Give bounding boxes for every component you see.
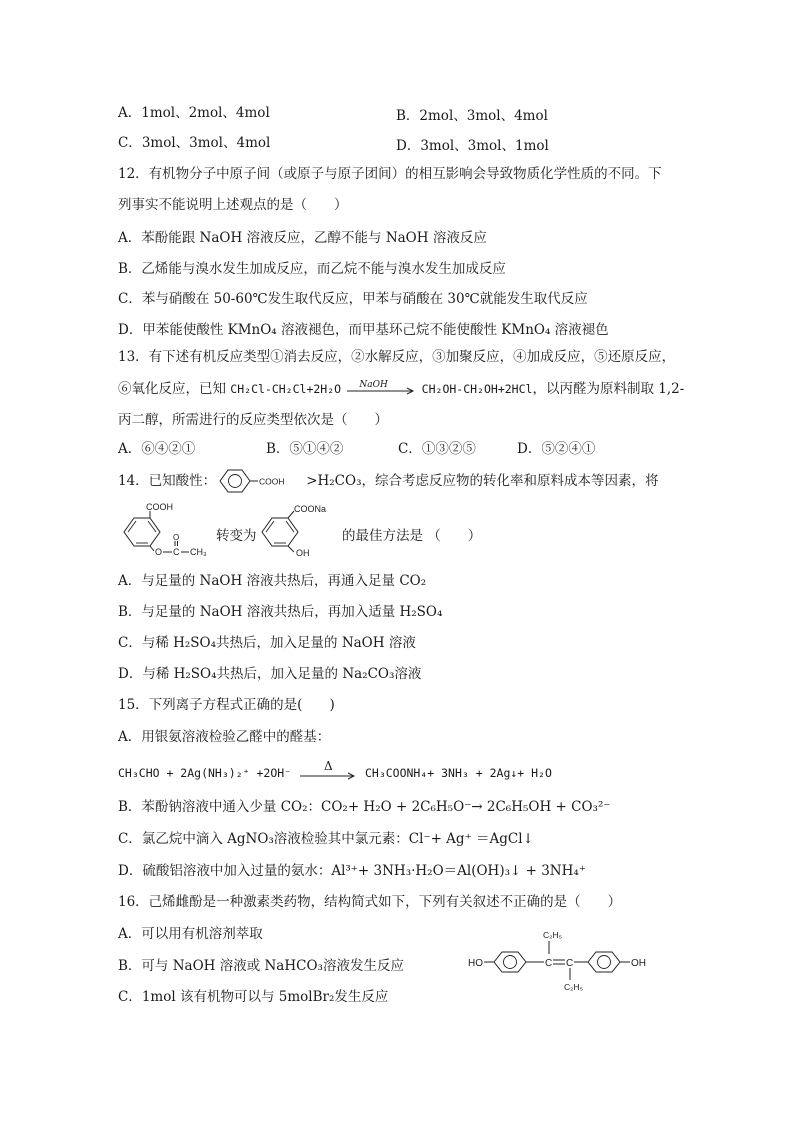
des-oh-label: OH <box>631 958 646 969</box>
q12-option-d: D．甲苯能使酸性 KMnO₄ 溶液褪色，而甲基环己烷不能使酸性 KMnO₄ 溶液褪色 <box>118 322 609 338</box>
q12-option-c: C．苯与硝酸在 50-60℃发生取代反应，甲苯与硝酸在 30℃就能发生取代反应 <box>118 291 588 307</box>
salicylate-oh-label: OH <box>296 548 310 558</box>
q15-option-a: A．用银氨溶液检验乙醛中的醛基： <box>118 729 331 745</box>
q14-option-a: A．与足量的 NaOH 溶液共热后，再通入足量 CO₂ <box>118 573 427 589</box>
q13-option-d: D．⑤②④① <box>517 441 596 457</box>
q11-option-a: A．1mol、2mol、4mol <box>118 105 270 121</box>
aspirin-carbonyl-o-label: O <box>173 533 180 542</box>
q15-a-arrow <box>298 758 358 781</box>
q13-stem-line2 <box>118 380 684 398</box>
des-c1-label: C <box>545 958 553 969</box>
q16-stem: 16．己烯雌酚是一种激素类药物，结构简式如下，下列有关叙述不正确的是（ ） <box>118 894 622 910</box>
q14-convert-text: 转变为 <box>216 528 257 544</box>
q16-option-b: B．可与 NaOH 溶液或 NaHCO₃溶液发生反应 <box>118 958 404 974</box>
q12-stem-line2: 列事实不能说明上述观点的是（ ） <box>118 197 348 213</box>
des-c2-label: C <box>566 958 574 969</box>
q13-option-a: A．⑥④②① <box>118 441 196 457</box>
q15-a-eq-right: CH₃COONH₄+ 3NH₃ + 2Ag↓+ H₂O <box>364 766 552 780</box>
q11-option-d: D．3mol、3mol、1mol <box>396 138 549 154</box>
diethylstilbestrol-structure <box>464 928 664 998</box>
q14-option-c: C．与稀 H₂SO₄共热后，加入足量的 NaOH 溶液 <box>118 635 416 651</box>
aspirin-o-label: O <box>155 547 163 557</box>
des-ho-label: HO <box>468 958 483 969</box>
q15-option-b: B．苯酚钠溶液中通入少量 CO₂：CO₂+ H₂O + 2C₆H₅O⁻→ 2C₆H₅OH + CO₃²⁻ <box>118 799 611 815</box>
q13-stem-line3: 丙二醇，所需进行的反应类型依次是（ ） <box>118 412 388 428</box>
q14-option-b: B．与足量的 NaOH 溶液共热后，再加入适量 H₂SO₄ <box>118 604 443 620</box>
q13-option-b: B．⑤①④② <box>266 441 344 457</box>
q12-option-b: B．乙烯能与溴水发生加成反应，而乙烷不能与溴水发生加成反应 <box>118 261 506 277</box>
q15-option-a-equation <box>118 758 552 782</box>
q15-a-eq-left: CH₃CHO + 2Ag(NH₃)₂⁺ +2OH⁻ <box>118 766 292 780</box>
salicylate-coona-label: COONa <box>294 504 327 514</box>
q16-option-c: C．1mol 该有机物可以与 5molBr₂发生反应 <box>118 989 389 1005</box>
aspirin-structure <box>118 502 228 558</box>
q13-product: CH₂OH-CH₂OH+2HCl <box>421 382 533 396</box>
q15-a-delta: Δ <box>324 758 333 773</box>
q14-stem-text-b: >H₂CO₃，综合考虑反应物的转化率和原料成本等因素，将 <box>306 473 659 489</box>
q13-arrow-label: NaOH <box>359 379 388 390</box>
q13-option-c: C．①③②⑤ <box>398 441 476 457</box>
q15-option-c: C．氯乙烷中滴入 AgNO₃溶液检验其中氯元素：Cl⁻+ Ag⁺ ＝AgCl↓ <box>118 831 534 847</box>
aspirin-ch3-label: CH₃ <box>190 547 207 557</box>
q12-option-a: A．苯酚能跟 NaOH 溶液反应，乙醇不能与 NaOH 溶液反应 <box>118 230 487 246</box>
q14-stem-line2: 的最佳方法是 （ ） <box>342 528 482 544</box>
q13-stem-text-a: ⑥氧化反应，已知 <box>118 381 231 397</box>
benzoic-acid-structure <box>214 466 304 496</box>
aspirin-c-label: C <box>173 547 180 557</box>
aspirin-cooh-label: COOH <box>146 502 173 512</box>
q14-option-d: D．与稀 H₂SO₄共热后，加入足量的 Na₂CO₃溶液 <box>118 666 422 682</box>
q13-reactant: CH₂Cl-CH₂Cl+2H₂O <box>230 382 342 396</box>
sodium-salicylate-structure <box>256 504 346 558</box>
q13-reaction-arrow <box>345 379 417 397</box>
q13-stem-text-b: ，以丙醛为原料制取 1,2- <box>532 381 685 397</box>
q13-stem-line1: 13．有下述有机反应类型①消去反应，②水解反应，③加聚反应，④加成反应，⑤还原反应， <box>118 349 676 365</box>
q15-stem: 15．下列离子方程式正确的是( ) <box>118 697 335 713</box>
q12-stem-line1: 12．有机物分子中原子间（或原子与原子团间）的相互影响会导致物质化学性质的不同。下 <box>118 166 662 182</box>
q16-option-a: A．可以用有机溶剂萃取 <box>118 926 263 942</box>
q11-option-b: B．2mol、3mol、4mol <box>396 108 548 124</box>
q15-option-d: D．硫酸铝溶液中加入过量的氨水：Al³⁺+ 3NH₃·H₂O＝Al(OH)₃↓ + 3NH₄⁺ <box>118 863 586 879</box>
des-c2h5-top-label: C₂H₅ <box>543 930 563 940</box>
arrow-icon <box>298 767 358 781</box>
arrow-icon <box>345 383 417 397</box>
q14-stem-line1 <box>118 472 659 490</box>
des-c2h5-bottom-label: C₂H₅ <box>564 982 584 992</box>
benzoic-cooh-label: COOH <box>259 476 285 487</box>
q11-option-c: C．3mol、3mol、4mol <box>118 135 271 151</box>
q14-stem-text-a: 14．已知酸性： <box>118 473 217 489</box>
